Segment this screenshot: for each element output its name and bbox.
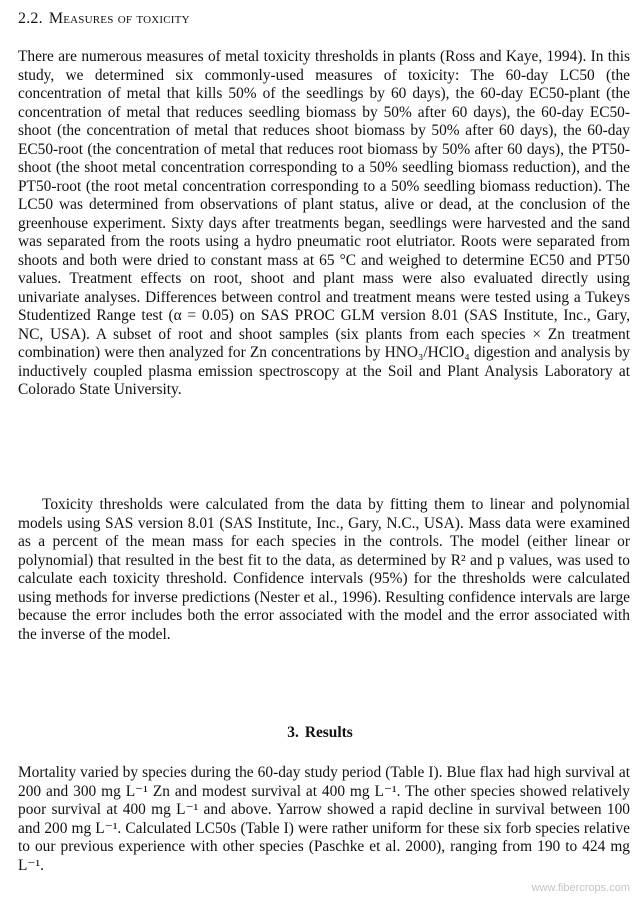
watermark: www.fibercrops.com	[531, 882, 630, 894]
section-heading	[18, 10, 190, 28]
results-number: 3.	[287, 724, 299, 741]
section-title: Measures of toxicity	[48, 10, 190, 27]
paragraph-results: Mortality varied by species during the 60-day study period (Table I). Blue flax had high survival at 200 and 300 mg L⁻¹ Zn and modest survival at 400 mg L⁻¹. The other species showed relatively poor survival at 400 mg L⁻¹ and above. Yarrow showed a rapid decline in survival between 100 and 200 mg L⁻¹. Calculated LC50s (Table I) were rather uniform for these six forb species relative to our previous experience with other species (Paschke et al. 2000), ranging from 190 to 424 mg L⁻¹.	[18, 764, 630, 874]
paragraph-measures: There are numerous measures of metal toxicity thresholds in plants (Ross and Kaye, 1994). In this study, we determined six commonly-used measures of toxicity: The 60-day LC50 (the concentration of metal that kills 50% of the seedlings by 60 days), the 60-day EC50-plant (the concentration of metal that reduces seedling biomass by 50% after 60 days), the 60-day EC50-shoot (the concentration of metal that reduces shoot biomass by 50% after 60 days), the 60-day EC50-root (the concentration of metal that reduces root biomass by 50% after 60 days), the PT50-shoot (the shoot metal concentration corresponding to a 50% seedling biomass reduction), and the PT50-root (the root metal concentration corresponding to a 50% seedling biomass reduction). The LC50 was determined from observations of plant status, alive or dead, at the conclusion of the greenhouse experiment. Sixty days after treatments began, seedlings were harvested and the sand was separated from the roots using a hydro pneumatic root elutriator. Roots were separated from shoots and both were dried to constant mass at 65 °C and weighed to determine EC50 and PT50 values. Treatment effects on root, shoot and plant mass were also evaluated directly using univariate analyses. Differences between control and treatment means were tested using a Tukeys Studentized Range test (α = 0.05) on SAS PROC GLM version 8.01 (SAS Institute, Inc., Gary, NC, USA). A subset of root and shoot samples (six plants from each species × Zn treatment combination) were then analyzed for Zn concentrations by HNO₃/HClO₄ digestion and analysis by inductively coupled plasma emission spectroscopy at the Soil and Plant Analysis Laboratory at Colorado State University.	[18, 48, 630, 398]
results-title: Results	[304, 724, 353, 741]
section-number: 2.2.	[18, 10, 43, 27]
paragraph-thresholds: Toxicity thresholds were calculated from the data by fitting them to linear and polynomial models using SAS version 8.01 (SAS Institute, Inc., Gary, N.C., USA). Mass data were examined as a percent of the mean mass for each species in the controls. The model (either linear or polynomial) that resulted in the best fit to the data, as determined by R² and p values, was used to calculate each toxicity threshold. Confidence intervals (95%) for the thresholds were calculated using methods for inverse predictions (Nester et al., 1996). Resulting confidence intervals are large because the error includes both the error associated with the model and the error associated with the inverse of the model.	[18, 496, 630, 643]
results-heading	[0, 724, 640, 742]
